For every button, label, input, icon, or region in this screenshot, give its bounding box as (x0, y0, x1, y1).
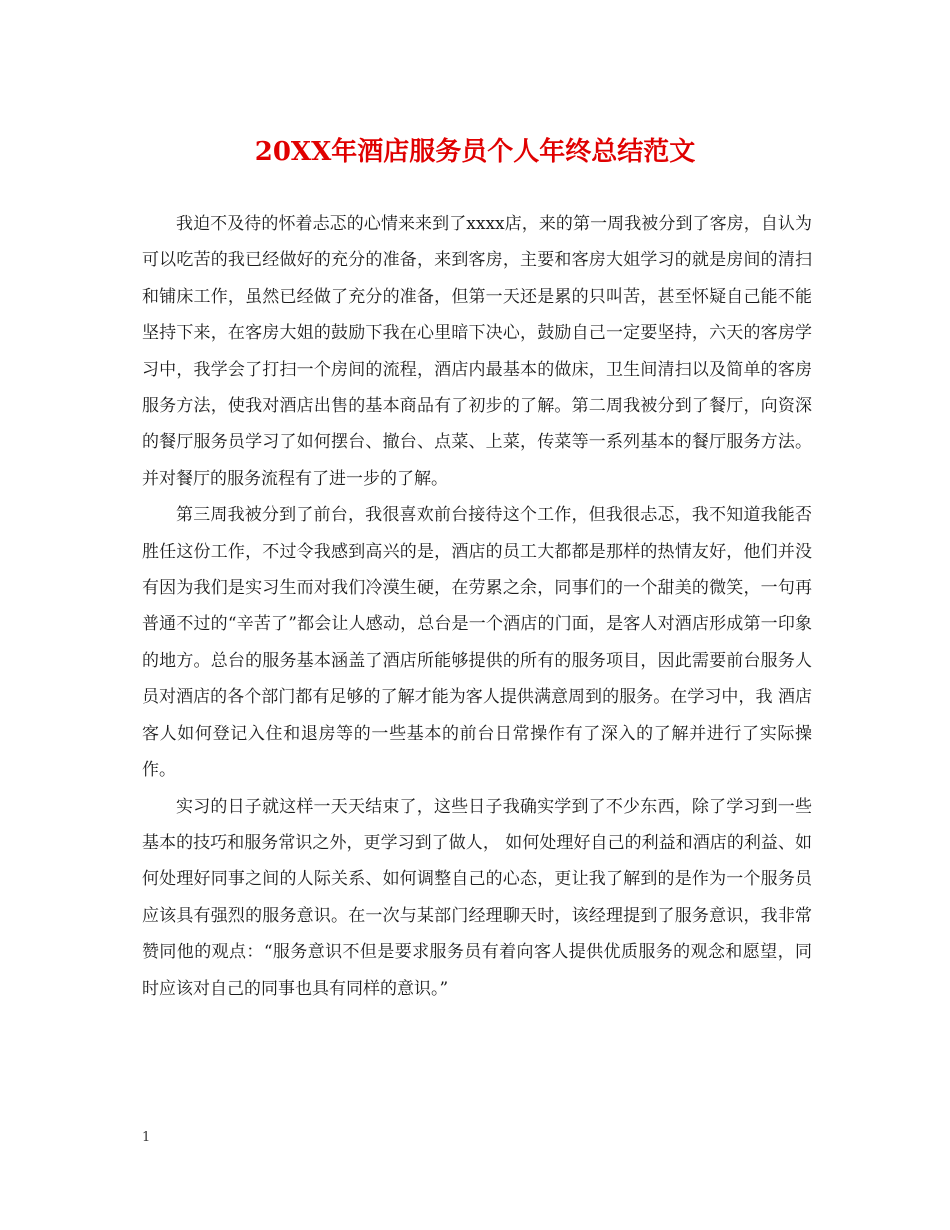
paragraph-1: 我迫不及待的怀着忐忑的心情来来到了xxxx店，来的第一周我被分到了客房，自认为可以吃苦的我已经做好的充分的准备，来到客房，主要和客房大姐学习的就是房间的清扫和铺床工作，虽然已经做了充分的准备，但第一天还是累的只叫苦，甚至怀疑自己能不能坚持下来，在客房大姐的鼓励下我在心里暗下决心，鼓励自己一定要坚持，六天的客房学习中，我学会了打扫一个房间的流程，酒店内最基本的做床，卫生间清扫以及简单的客房服务方法，使我对酒店出售的基本商品有了初步的了解。第二周我被分到了餐厅，向资深的餐厅服务员学习了如何摆台、撤台、点菜、上菜，传菜等一系列基本的餐厅服务方法。并对餐厅的服务流程有了进一步的了解。 (142, 214, 812, 489)
document-title: 20XX年酒店服务员个人年终总结范文 (254, 137, 696, 167)
paragraph-2: 第三周我被分到了前台，我很喜欢前台接待这个工作，但我很忐忑，我不知道我能否 胜任这份工作，不过令我感到高兴的是，酒店的员工大都都是那样的热情友好，他们并没有因为我们是实习生而对我们冷漠生硬，在劳累之余，同事们的一个甜美的微笑，一句再普通不过的“辛苦了”都会让人感动，总台是一个酒店的门面，是客人对酒店形成第一印象的地方。总台的服务基本涵盖了酒店所能够提供的所有的服务项目，因此需要前台服务人员对酒店的各个部门都有足够的了解才能为客人提供满意周到的服务。在学习中，我 酒店客人如何登记入住和退房等的一些基本的前台日常操作有了深入的了解并进行了实际操作。 (142, 505, 812, 781)
paragraph-3: 实习的日子就这样一天天结束了，这些日子我确实学到了不少东西，除了学习到一些基本的技巧和服务常识之外，更学习到了做人， 如何处理好自己的利益和酒店的利益、如何处理好同事之间的人际关系、如何调整自己的心态，更让我了解到的是作为一个服务员应该具有强烈的服务意识。在一次与某部门经理聊天时，该经理提到了服务意识，我非常赞同他的观点：“服务意识不但是要求服务员有着向客人提供优质服务的观念和愿望，同时应该对自己的同事也具有同样的意识。” (142, 796, 812, 999)
document-body (142, 206, 812, 1007)
page-number: 1 (142, 1130, 151, 1145)
